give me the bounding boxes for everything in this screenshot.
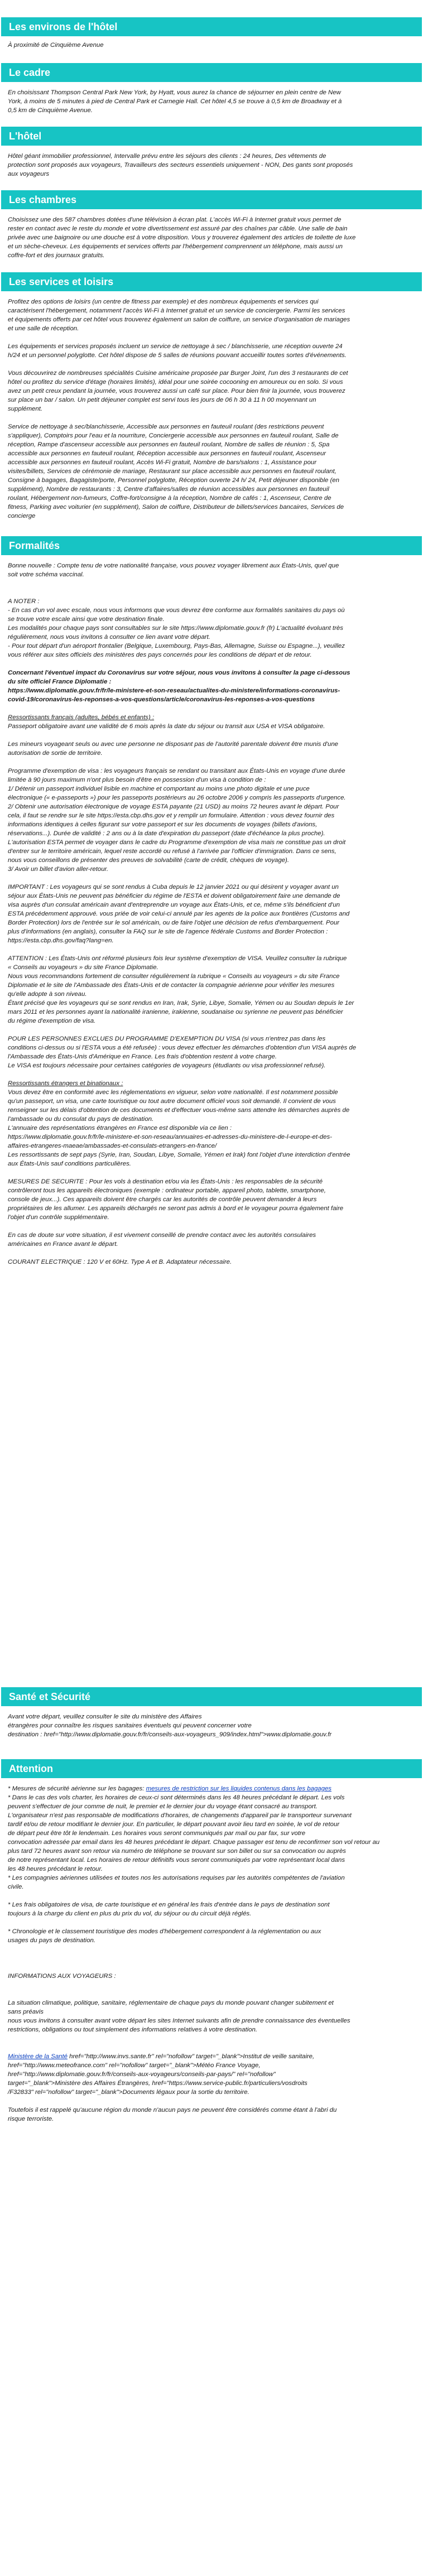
services-line: accessible aux personnes en fauteuil roulant, Accès Wi-Fi gratuit, Nombre de bars/salons : 1, Assistance pour [8,459,317,466]
services-line: Service de nettoyage à sec/blanchisserie, Accessible aux personnes en fauteuil roulant (des restrictions peuvent [8,423,324,430]
services-line: et équipements offerts par cet hôtel vous trouverez également un salon de coiffure, un service d'organisation de mariages [8,316,350,323]
ressortissants-label: Ressortissants français (adultes, bébés et enfants) : [8,714,155,721]
formalites-title: Formalités [1,536,422,555]
formalites-line: « Conseils au voyageurs » du site France Diplomatie. [8,964,158,971]
formalites-line: régulièrement, nous vous invitons à consulter ce lien avant votre départ. [8,634,210,641]
formalites-line: autorisation de sortie de territoire. [8,750,103,757]
formalites-line: contrôleront tous les appareils électroniques (exemple : ordinateur portable, appareil photo, tablette, smartphone, [8,1187,326,1194]
formalites-line: réservations...). Durée de validité : 2 ans ou à la date d'expiration du passeport (date d'échéance la plus proche). [8,830,325,837]
courant-electrique: COURANT ELECTRIQUE : 120 V et 60Hz. Type A et B. Adaptateur nécessaire. [8,1259,232,1265]
formalites-line: renseigner sur les délais d'obtention de ces documents et d'effectuer vous-même sans attendre les démarches auprès de [8,1107,350,1114]
attention-line: nous vous invitons à consulter avant votre départ les sites Internet suivants afin de prendre connaissance des éventuelles [8,2018,350,2024]
services-line: sur place un bar / salon. Un petit déjeuner complet est servi tous les jours de 06 h 30 à 11 h 00 moyennant un [8,397,316,403]
attention-line: peuvent s'effectuer de jour comme de nuit, le premier et le dernier jour du voyage étant consacré au transport. [8,1803,318,1810]
attention-line: L'organisateur n'est pas responsable de modifications d'horaires, de changements d'appareil par le transporteur survenant [8,1812,352,1819]
formalites-line: Programme d'exemption de visa : les voyageurs français se rendant ou transitant aux États-Unis en voyage d'une durée [8,768,345,774]
hotel-line: protection sont proposés aux voyageurs, Travailleurs des secteurs essentiels uniquement - NON, Des gants sont proposés [8,162,353,168]
formalites-line: Le VISA est toujours nécessaire pour certaines catégories de voyageurs (étudiants ou visa professionnel refusé). [8,1062,326,1069]
chambres-line: et un sèche-cheveux. Les équipements et services offerts par l'hébergement comprennent un téléphone, mais aussi un [8,243,343,250]
etrangers-label: Ressortissants étrangers et binationaux : [8,1080,123,1087]
attention-line: restrictions, obligations ou tout simplement des informations relatives à votre destination. [8,2026,257,2033]
attention-line: href="http://www.meteofrance.com" rel="nofollow" target="_blank">Météo France Voyage, [8,2062,261,2069]
chambres-line: rester en contact avec le reste du monde et votre divertissement est assuré par des chaînes par câble. Une salle de bain [8,225,348,232]
sante-links-text: href="http://www.invs.sante.fr" rel="nofollow" target="_blank">Institut de veille sanitaire, [68,2053,315,2060]
formalites-line: séjour aux États-Unis ne peuvent pas bénéficier du régime de l'ESTA et doivent obligatoirement faire une demande de [8,893,340,899]
services-line: supplément), Nombre de restaurants : 3, Centre d'affaires/salles de réunion accessibles aux personnes en fauteuil [8,486,329,493]
formalites-line: Passeport obligatoire avant une validité de 6 mois après la date du séjour ou transit aux USA et VISA obligatoire. [8,723,325,730]
services-line: roulant, Hébergement non-fumeurs, Coffre-fort/consigne à la réception, Nombre de cafés : 1, Ascenseur, Centre de [8,495,331,502]
formalites-line: 2/ Obtenir une autorisation électronique de voyage ESTA payante (21 USD) au moins 72 heures avant le départ. Pour [8,803,339,810]
coronavirus-line: Concernant l'éventuel impact du Coronavirus sur votre séjour, nous vous invitons à consulter la page ci-dessous [8,670,350,676]
formalites-line: Les mineurs voyageant seuls ou avec une personne ne disposant pas de l'autorité parentale doivent être munis d'une [8,741,338,748]
ministere-sante-link[interactable]: Ministère de la Santé [8,2053,68,2060]
formalites-line: informations identiques à celles figurant sur votre passeport et sur les documents de voyages (billets d'avions, [8,821,318,828]
attention-line: civile. [8,1884,24,1890]
attention-line: usages du pays de destination. [8,1937,96,1944]
formalites-line: vous référer aux sites officiels des ministères des pays concernés pour les conditions de départ et de retour. [8,652,312,658]
formalites-line: cela, il faut se rendre sur le site https://esta.cbp.dhs.gov et y remplir un formulaire. Attention : vous devez fournir des [8,812,335,819]
formalites-line: L'autorisation ESTA permet de voyager dans le cadre du Programme d'exemption de visa mais ne constitue pas un droit [8,839,346,846]
formalites-line: ESTA précédemment approuvé. vous priée de voir celui-ci annulé par les agents de la police aux frontières (Customs and [8,911,350,917]
services-line: concierge [8,513,36,519]
formalites-line: Étant précisé que les voyageurs qui se sont rendus en Iran, Irak, Syrie, Libye, Somalie, Yémen ou au Soudan depuis le 1er [8,1000,354,1007]
formalites-line: affaires-etrangeres-maeae/ambassades-et-consulats-etrangers-en-france/ [8,1143,217,1149]
formalites-line: se trouve votre escale ainsi que votre destination finale. [8,616,165,623]
formalites-line: d'entrer sur le territoire américain, lequel reste accordé ou refusé à l'arrivée par l'officier d'immigration. Dans ce sens, [8,848,337,855]
formalites-line: IMPORTANT : Les voyageurs qui se sont rendus à Cuba depuis le 12 janvier 2021 ou qui désirent y voyager avant un [8,884,339,890]
formalites-line: l'ambassade ou du consulat du pays de destination. [8,1116,154,1123]
formalites-line: 3/ Avoir un billet d'avion aller-retour. [8,866,109,873]
formalites-line: qu'elle adopte à son niveau. [8,991,87,998]
attention-line: tardif et/ou de retour modifiant le dernier jour. En particulier, le départ pouvant avoir lieu tard en soirée, le vol de retour [8,1821,340,1828]
attention-line: plus tard 72 heures avant son retour via numéro de téléphone se trouvant sur son billet ou sur sa convocation ou auprès [8,1848,346,1855]
formalites-line: https://esta.cbp.dhs.gov/faq?lang=en. [8,937,114,944]
services-line: réception, Rampe d'ascenseur accessible aux personnes en fauteuil roulant, Nombre de salles de réunion : 5, Spa [8,441,330,448]
chambres-title: Les chambres [1,190,422,209]
services-line: h/24 et un personnel polyglotte. Cet hôtel dispose de 5 salles de réunions pouvant accueillir toutes sortes d'événements. [8,352,347,359]
infos-voyageurs-label: INFORMATIONS AUX VOYAGEURS : [8,1973,116,1980]
diplomatie-link[interactable]: www.diplomatie.gouv.fr [266,1731,332,1738]
formalites-line: console de jeux...). Ces appareils doivent être chargés car les autorités de contrôle peuvent demander à leurs [8,1196,317,1203]
attention-line: de notre représentant local. Les horaires de retour définitifs vous seront communiqués par votre représentant local dans [8,1857,345,1864]
chambres-line: Choisissez une des 587 chambres dotées d'une télévision à écran plat. L'accès Wi-Fi à Internet gratuit vous permet de [8,216,342,223]
formalites-line: En cas de doute sur votre situation, il est vivement conseillé de prendre contact avec les autorités consulaires [8,1232,316,1239]
services-line: avez un petit creux pendant la journée, vous trouverez aussi un café sur place. Pour bien finir la journée, vous trouverez [8,388,345,394]
formalites-line: Les ressortissants de sept pays (Syrie, Iran, Soudan, Libye, Somalie, Yémen et Irak) font l'objet d'une interdiction d'entrée [8,1152,350,1158]
anoter-label: A NOTER : [8,598,40,605]
formalites-line: propriétaires de les allumer. Les appareils déchargés ne seront pas admis à bord et le voyageur pourra également faire [8,1205,344,1212]
formalites-line: soit votre schéma vaccinal. [8,571,84,578]
attention-line: les 48 heures précédant le retour. [8,1866,103,1872]
attention-line: de départ peut être tôt le lendemain. Les horaires vous seront communiqués par mail ou par fax, sur votre [8,1830,306,1837]
chambres-line: coffre-fort et des journaux gratuits. [8,252,105,259]
coronavirus-link: covid-19/coronavirus-les-reponses-a-vos-questions/article/coronavirus-les-reponses-a-vos-questions [8,696,315,703]
sante-line: étrangères pour connaître les risques sanitaires éventuels qui peuvent concerner votre [8,1722,252,1729]
formalites-line: MESURES DE SECURITE : Pour les vols à destination et/ou via les États-Unis : les responsables de la sécurité [8,1178,323,1185]
chambres-line: privée avec une baignoire ou une douche est à votre disposition. Vous y trouverez également des articles de toilette de luxe [8,234,356,241]
formalites-line: ATTENTION : Les États-Unis ont réformé plusieurs fois leur système d'exemption de VISA. Veuillez consulter la rubrique [8,955,347,962]
formalites-line: Nous vous recommandons fortement de consulter régulièrement la rubrique « Conseils au voyageurs » du site France [8,973,340,980]
sante-title: Santé et Sécurité [1,1687,422,1706]
attention-line: * Les frais obligatoires de visa, de carte touristique et en général les frais d'entrée dans le pays de destination sont [8,1901,330,1908]
formalites-line: L'annuaire des représentations étrangères en France est disponible via ce lien : [8,1125,232,1131]
formalites-line: Les modalités pour chaque pays sont consultables sur le site https://www.diplomatie.gouv.fr (fr) L'actualité évoluant très [8,625,343,632]
services-line: accessible aux personnes en fauteuil roulant, Réception accessible aux personnes en fauteuil roulant, Ascenseur [8,450,326,457]
securite-prefix: * Mesures de sécurité aérienne sur les bagages: [8,1785,146,1792]
formalites-line: Bonne nouvelle : Compte tenu de votre nationalité française, vous pouvez voyager librement aux États-Unis, quel que [8,562,339,569]
formalites-line: l'objet d'un contrôle supplémentaire. [8,1214,109,1221]
attention-line: href="http://www.diplomatie.gouv.fr/fr/conseils-aux-voyageurs/conseils-par-pays/" rel="nofollow" [8,2071,276,2078]
formalites-line: aux États-Unis sauf conditions particulières. [8,1161,131,1167]
attention-line: convocation adressée par email dans les 48 heures précédant le départ. Chaque passager est tenu de reconfirmer son vol retour au [8,1839,380,1846]
services-line: Les équipements et services proposés incluent un service de nettoyage à sec / blanchisserie, une réception ouverte 24 [8,343,343,350]
services-line: caractérisent l'hébergement, notamment l'accès Wi-Fi à Internet gratuit et un service de conciergerie. Parmi les services [8,307,345,314]
formalites-line: POUR LES PERSONNES EXCLUES DU PROGRAMME D'EXEMPTION DU VISA (si vous n'entrez pas dans les [8,1036,326,1042]
formalites-line: - Pour tout départ d'un aéroport frontalier (Belgique, Luxembourg, Pays-Bas, Allemagne, Suisse ou Espagne...), veuillez [8,643,345,649]
hotel-line: aux voyageurs [8,171,50,177]
formalites-line: mars 2011 et les personnes ayant la nationalité iranienne, irakienne, soudanaise ou syrienne ne peuvent pas bénéficier [8,1009,343,1015]
attention-line: risque terroriste. [8,2116,54,2122]
formalites-line: 1/ Détenir un passeport individuel lisible en machine et comportant au moins une photo digitale et une puce [8,786,310,792]
services-line: supplément. [8,406,43,412]
services-line: Consigne à bagages, Bagagiste/porte, Personnel polyglotte, Réception ouverte 24 h/ 24, Petit déjeuner disponible (en [8,477,339,484]
formalites-line: Border Protection) lors de l'entrée sur le sol américain, ou de faire l'objet une décision de refus d'embarquement. Pour [8,919,340,926]
attention-line: * Dans le cas des vols charter, les horaires de ceux-ci sont déterminés dans les 48 heures précédant le départ. Les vols [8,1794,345,1801]
attention-line [8,2052,415,2061]
formalites-line: du régime d'exemption de visa. [8,1018,96,1024]
services-title: Les services et loisirs [1,272,422,291]
formalites-line: l'Ambassade des États-Unis d'Amérique en France. Les frais d'obtention restent à votre charge. [8,1053,277,1060]
sante-href: destination : href="http://www.diplomatie.gouv.fr/fr/conseils-aux-voyageurs_909/index.html"> [8,1731,267,1738]
services-line: s'appliquer), Comptoirs pour l'eau et la nourriture, Conciergerie accessible aux personnes en fauteuil roulant, Salle de [8,432,339,439]
cadre-line: En choisissant Thompson Central Park New York, by Hyatt, vous aurez la chance de séjourner en plein centre de New [8,89,341,96]
attention-line: * Les compagnies aériennes utilisées et toutes nos les autorisations requises par les autorités compétentes de l'aviation [8,1875,345,1881]
services-line: hôtel ou profitez du service d'étage (horaires limités), idéal pour une soirée cocooning en amoureux ou en solo. Si vous [8,379,343,386]
cadre-title: Le cadre [1,63,422,82]
services-line: fitness, Parking avec voiturier (en supplément), Salon de coiffure, Distributeur de billets/services bancaires, Services de [8,504,344,511]
formalites-line: nous vous conseillons de présenter des preuves de solvabilité (carte de crédit, chèques de voyage). [8,857,290,864]
services-line: Profitez des options de loisirs (un centre de fitness par exemple) et des nombreux équipements et services qui [8,298,319,305]
formalites-line: Diplomatie et le site de l'Ambassade des États-Unis et de contacter la compagnie aérienne pour vérifier les mesures [8,982,335,989]
attention-line: target="_blank">Ministère des Affaires Étrangères, href="https://www.service-public.fr/particuliers/vosdroits [8,2080,307,2087]
services-line: Vous découvrirez de nombreuses spécialités Cuisine américaine proposée par Burger Joint, l'un des 3 restaurants de cet [8,370,348,377]
formalites-line: limitée à 90 jours maximum n'ont plus besoin d'être en possession d'un visa à condition de : [8,777,266,783]
services-line: et une salle de réception. [8,325,79,332]
hotel-line: Hôtel géant immobilier professionnel, Intervalle prévu entre les séjours des clients : 24 heures, Des vêtements de [8,153,326,160]
formalites-line: visa auprès d'un consulat américain avant d'entreprendre un voyage aux États-Unis, et ce, même s'ils bénéficient d'un [8,902,340,908]
formalites-line: plus d'informations (en anglais), consulter la FAQ sur le site de l'agence fédérale Customs and Border Protection : [8,928,328,935]
formalites-line: https://www.diplomatie.gouv.fr/fr/le-ministere-et-son-reseau/annuaires-et-adresses-du-ministere-de-l-europe-et-des- [8,1134,332,1140]
attention-line: toujours à la charge du client en plus du prix du vol, du séjour ou du circuit déjà réglés. [8,1910,252,1917]
coronavirus-link: https://www.diplomatie.gouv.fr/fr/le-ministere-et-son-reseau/actualites-du-ministere/informations-coronavirus- [8,687,340,694]
coronavirus-line: du site officiel France Diplomatie : [8,678,112,685]
attention-line: La situation climatique, politique, sanitaire, réglementaire de chaque pays du monde pouvant changer subitement et [8,2000,334,2006]
attention-line: /F32833" rel="nofollow" target="_blank">Documents légaux pour la sortie du territoire. [8,2089,249,2096]
formalites-line: qu'un passeport, un visa, une carte touristique ou tout autre document officiel vous soit demandé. Il convient de vous [8,1098,336,1105]
attention-line [8,1784,415,1793]
attention-line: Toutefois il est rappelé qu'aucune région du monde n'aucun pays ne peuvent être considérés comme étant à l'abri du [8,2107,337,2113]
attention-line: sans préavis [8,2009,44,2015]
cadre-line: 0,5 km de Cinquième Avenue. [8,107,93,114]
services-line: visites/billets, Services de cérémonie de mariage, Restaurant sur place accessible aux personnes en fauteuil roulant, [8,468,337,475]
formalites-line: conditions ci-dessus ou si l'ESTA vous a été refusée) : vous devez effectuer les démarches d'obtention d'un VISA auprès de [8,1044,357,1051]
attention-title: Attention [1,1759,422,1778]
liquides-link[interactable]: mesures de restriction sur les liquides contenus dans les bagages [146,1785,331,1792]
attention-line: * Chronologie et le classement touristique des modes d'hébergement correspondent à la réglementation ou aux [8,1928,321,1935]
formalites-line: Vous devez être en conformité avec les réglementations en vigueur, selon votre nationalité. Il est notamment possible [8,1089,338,1096]
formalites-line: - En cas d'un vol avec escale, nous vous informons que vous devrez être conforme aux formalités sanitaires du pays où [8,607,345,614]
formalites-line: électronique (« e-passeports ») pour les passeports postérieurs au 26 octobre 2006 y compris les passeports d'urgence. [8,795,346,801]
cadre-line: York, à moins de 5 minutes à pied de Central Park et Carnegie Hall. Cet hôtel 4,5 se trouve à 0,5 km de Broadway et à [8,98,342,105]
environs-text: À proximité de Cinquième Avenue [8,42,104,49]
hotel-title: L'hôtel [1,127,422,146]
formalites-line: américaines en France avant le départ. [8,1241,118,1248]
environs-title: Les environs de l'hôtel [1,17,422,36]
sante-line: Avant votre départ, veuillez consulter le site du ministère des Affaires [8,1713,202,1720]
